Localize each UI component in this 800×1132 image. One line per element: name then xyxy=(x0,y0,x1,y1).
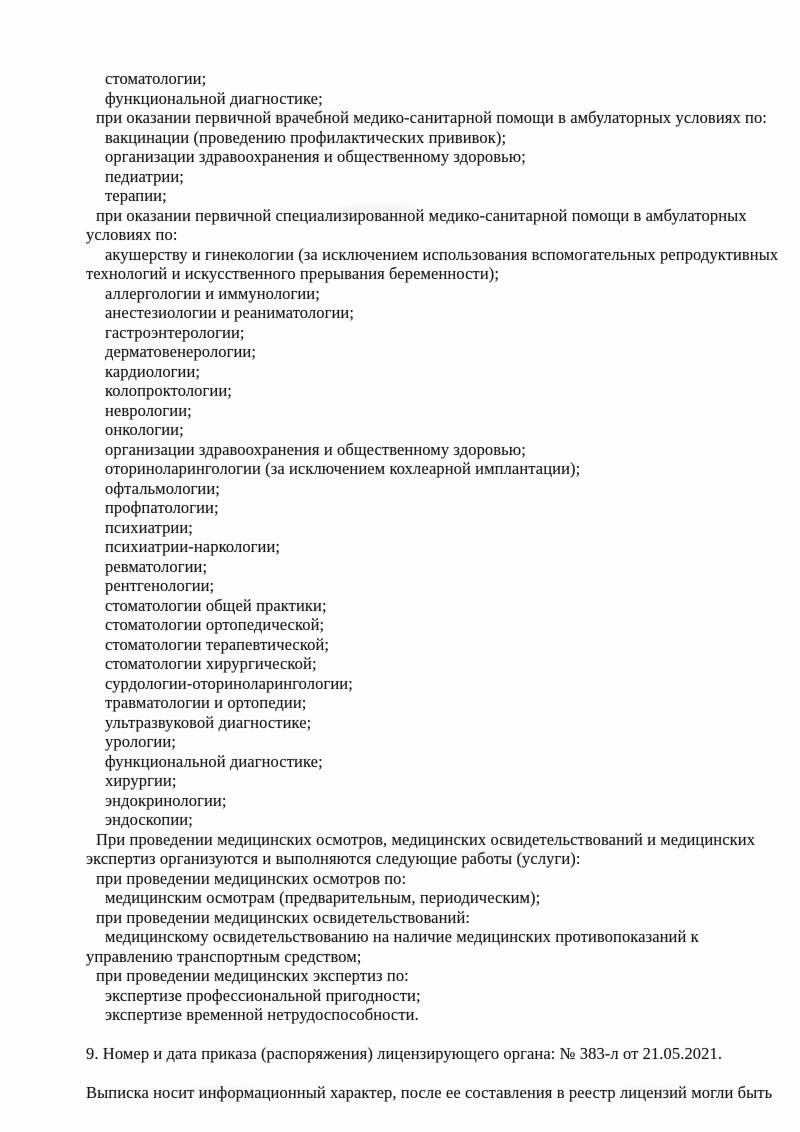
document-line: эндоскопии; xyxy=(105,810,193,829)
document-line: педиатрии; xyxy=(105,166,184,186)
disclaimer-line: Выписка носит информационный характер, после ее составления в реестр лицензий могли быть xyxy=(86,1083,773,1102)
document-line: ревматологии; xyxy=(105,556,208,576)
document-line: стоматологии терапевтической; xyxy=(105,634,330,654)
document-line: анестезиологии и реаниматологии; xyxy=(105,303,355,322)
document-line: дерматовенерологии; xyxy=(105,342,257,361)
document-line: организации здравоохранения и общественному здоровью; xyxy=(105,439,526,459)
document-line: при проведении медицинских освидетельствований: xyxy=(96,907,471,927)
document-line: аллергологии и иммунологии; xyxy=(105,283,320,303)
document-line: при оказании первичной врачебной медико-санитарной помощи в амбулаторных условиях по: xyxy=(96,108,767,127)
order-number-line: 9. Номер и дата приказа (распоряжения) лицензирующего органа: № 383-л от 21.05.2021. xyxy=(86,1044,723,1063)
document-line: управлению транспортным средством; xyxy=(86,946,362,966)
document-line: экспертизе временной нетрудоспособности. xyxy=(105,1005,419,1024)
document-line: функциональной диагностике; xyxy=(105,88,323,108)
document-line: экспертиз организуются и выполняются следующие работы (услуги): xyxy=(86,849,581,868)
document-line: неврологии; xyxy=(105,400,192,420)
document-line: психиатрии; xyxy=(105,517,193,537)
document-line: технологий и искусственного прерывания беременности); xyxy=(86,264,500,283)
document-line: сурдологии-оториноларингологии; xyxy=(105,673,353,693)
document-line: вакцинации (проведению профилактических прививок); xyxy=(105,127,507,147)
document-line: эндокринологии; xyxy=(105,790,227,810)
document-line: урологии; xyxy=(105,732,176,751)
document-line: травматологии и ортопедии; xyxy=(105,693,307,712)
document-line: терапии; xyxy=(105,186,167,205)
document-line: ультразвуковой диагностике; xyxy=(105,712,312,732)
document-line: стоматологии хирургической; xyxy=(105,654,317,673)
document-line: организации здравоохранения и общественному здоровью; xyxy=(105,147,526,166)
document-line: медицинскому освидетельствованию на наличие медицинских противопоказаний к xyxy=(105,927,699,946)
document-body xyxy=(86,69,779,1103)
document-line: колопроктологии; xyxy=(105,381,232,400)
document-line: медицинским осмотрам (предварительным, периодическим); xyxy=(105,888,541,907)
document-line: стоматологии; xyxy=(105,69,207,88)
document-line: рентгенологии; xyxy=(105,576,215,595)
document-line: стоматологии общей практики; xyxy=(105,595,327,615)
document-line: при проведении медицинских осмотров по: xyxy=(96,868,407,888)
document-line: при оказании первичной специализированной медико-санитарной помощи в амбулаторных xyxy=(96,205,747,225)
document-line: при проведении медицинских экспертиз по: xyxy=(96,966,409,985)
document-line: офтальмологии; xyxy=(105,478,220,498)
document-line: оториноларингологии (за исключением кохлеарной имплантации); xyxy=(105,459,581,478)
document-line: хирургии; xyxy=(105,771,177,790)
document-line: кардиологии; xyxy=(105,361,201,381)
document-line: функциональной диагностике; xyxy=(105,751,323,771)
document-line: экспертизе профессиональной пригодности; xyxy=(105,985,421,1005)
document-line: профпатологии; xyxy=(105,498,219,517)
document-line: При проведении медицинских осмотров, медицинских освидетельствований и медицинских xyxy=(96,829,756,849)
document-line: стоматологии ортопедической; xyxy=(105,615,325,634)
document-line: гастроэнтерологии; xyxy=(105,322,245,342)
document-line: акушерству и гинекологии (за исключением использования вспомогательных репродуктивных xyxy=(105,244,779,264)
document-line: психиатрии-наркологии; xyxy=(105,537,281,556)
document-line: онкологии; xyxy=(105,420,184,439)
document-line: условиях по: xyxy=(86,225,178,244)
